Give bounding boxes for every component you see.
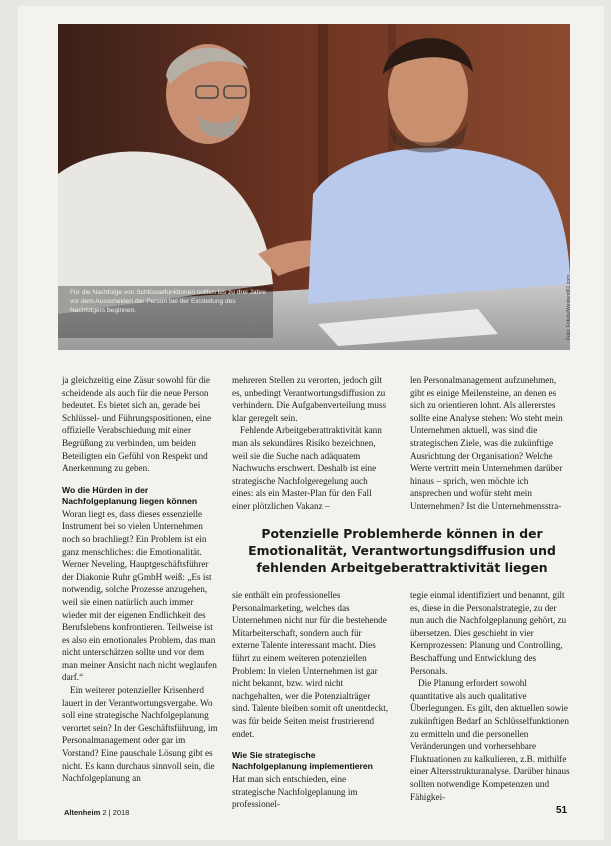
col1-paragraph-1: ja gleichzeitig eine Zäsur sowohl für die scheidende als auch für die neue Person bedeutet. Es bietet sich an, gerade bei Schlüssel- und Führungspositionen, eine offizielle Verabschiedung mit einer Begrüßung zu verbinden, um beiden Beteiligten ein Gefühl von Respekt und Anerkennung zu geben.	[62, 375, 212, 474]
col2-paragraph-2: Fehlende Arbeitgeberattraktivität kann man als sekundäres Risiko bezeichnen, weil sie die Suche nach adäquatem Nachwuchs erschwert. Deshalb ist eine strategische Nachfolgeregelung auch eines: als ein Master-Plan für den Fall einer plötzlichen Vakanz –	[232, 425, 382, 511]
footer-magazine	[64, 808, 129, 817]
col2-subheading: Wie Sie strategische Nachfolgeplanung implementieren	[232, 750, 373, 772]
col1-subheading: Wo die Hürden in der Nachfolgeplanung liegen können	[62, 484, 198, 506]
col1-paragraph-2: Woran liegt es, dass dieses essenzielle Instrument bei so vielen Unternehmen noch so brachliegt? Ein Problem ist ein ganz menschliches: die Emotionalität. Werner Neveling, Hauptgeschäftsführer der Diakonie Ruhr gGmbH weiß: „Es ist notwendig, solche Prozesse anzugehen, weil sie einen natürlich auch immer wieder mit der eigenen Endlichkeit des Berufslebens konfrontieren. Teilweise ist es also ein emotionales Problem, das man nicht unterschätzen sollte und vor dem man meiner Ansicht nach nicht weglaufen darf.“	[62, 508, 217, 683]
col3-paragraph-3: Die Planung erfordert sowohl quantitative als auch qualitative Überlegungen. Es gilt, den aktuellen sowie zukünftigen Bedarf an Schlüsselfunktionen zu ermitteln und die personellen Veränderungen und vorhersehbare Fluktuationen zu kalkulieren, z.B. mithilfe einer Altersstrukturanalyse. Darüber hinaus sollten notwendige Kompetenzen und Fähigkei-	[410, 678, 570, 802]
photo-credit: Foto: Fotolia/Westend61.com	[566, 274, 572, 340]
column-3-top	[410, 374, 570, 513]
col3-paragraph-2: tegie einmal identifiziert und benannt, gilt es, diese in die Personalstrategie, zu der nun auch die Nachfolgeplanung gehört, zu übersetzen. Dies geschieht in vier Kernprozessen: Planung und Controlling, Beschaffung und Entwicklung des Personals.	[410, 590, 567, 676]
col3-paragraph-1: len Personalmanagement aufzunehmen, gibt es einige Meilensteine, an denen es sich zu orientieren lohnt. Als allererstes sollte eine Analyse stehen: Wo steht mein Unternehmen aktuell, was sind die strategischen Ziele, was die zukünftige Ausrichtung der Organisation? Welche Werte vertritt mein Unternehmen darüber hinaus – sprich, wen möchte ich ansprechen und wofür steht mein Unternehmen? Ist die Unternehmensstra-	[410, 375, 563, 511]
issue-number: 2 | 2018	[102, 808, 130, 817]
page-number: 51	[556, 805, 568, 816]
col2-paragraph-3: sie enthält ein professionelles Personalmarketing, welches das Unternehmen nicht nur für die bestehende Mitarbeiterschaft, sondern auch für externe Talente interessant macht. Dies führt zu einem weiteren potenziellen Problem: In vielen Unternehmen ist gar nicht bekannt, bzw. wird nicht nachgehalten, wer die Potenzialträger sind. Talente bleiben somit oft unentdeckt, was für beide Seiten meist frustrierend endet.	[232, 590, 389, 739]
col2-paragraph-4: Hat man sich entschieden, eine strategische Nachfolgeplanung im professionel-	[232, 774, 358, 810]
pull-quote: Potenzielle Problemherde können in der Emotionalität, Verantwortungsdiffusion und fehlenden Arbeitgeberattraktivität liegen	[248, 526, 556, 575]
col1-paragraph-3: Ein weiterer potenzieller Krisenherd lauert in der Verantwortungsvergabe. Wo soll eine strategische Nachfolgeplanung verortet sein? In der Geschäftsführung, im Personalmanagement oder gar im Vorstand? Eine pauschale Lösung gibt es nicht. Es kann durchaus sinnvoll sein, die Nachfolgeplanung an	[62, 685, 218, 784]
photo-caption: Für die Nachfolge von Schlüsselfunktionen sollten bis zu drei Jahre vor dem Ausscheiden der Person bei der Einstellung des Nachfolgers beginnen.	[70, 289, 267, 314]
magazine-name: Altenheim	[64, 808, 101, 817]
column-2-bottom	[232, 589, 390, 811]
column-2-top	[232, 374, 390, 513]
column-1	[62, 374, 218, 785]
col2-paragraph-1: mehreren Stellen zu verorten, jedoch gilt es, unbedingt Verantwortungsdiffusion zu verhindern. Die Aufgabenverteilung muss klar geregelt sein.	[232, 375, 387, 423]
column-3-bottom	[410, 589, 570, 803]
